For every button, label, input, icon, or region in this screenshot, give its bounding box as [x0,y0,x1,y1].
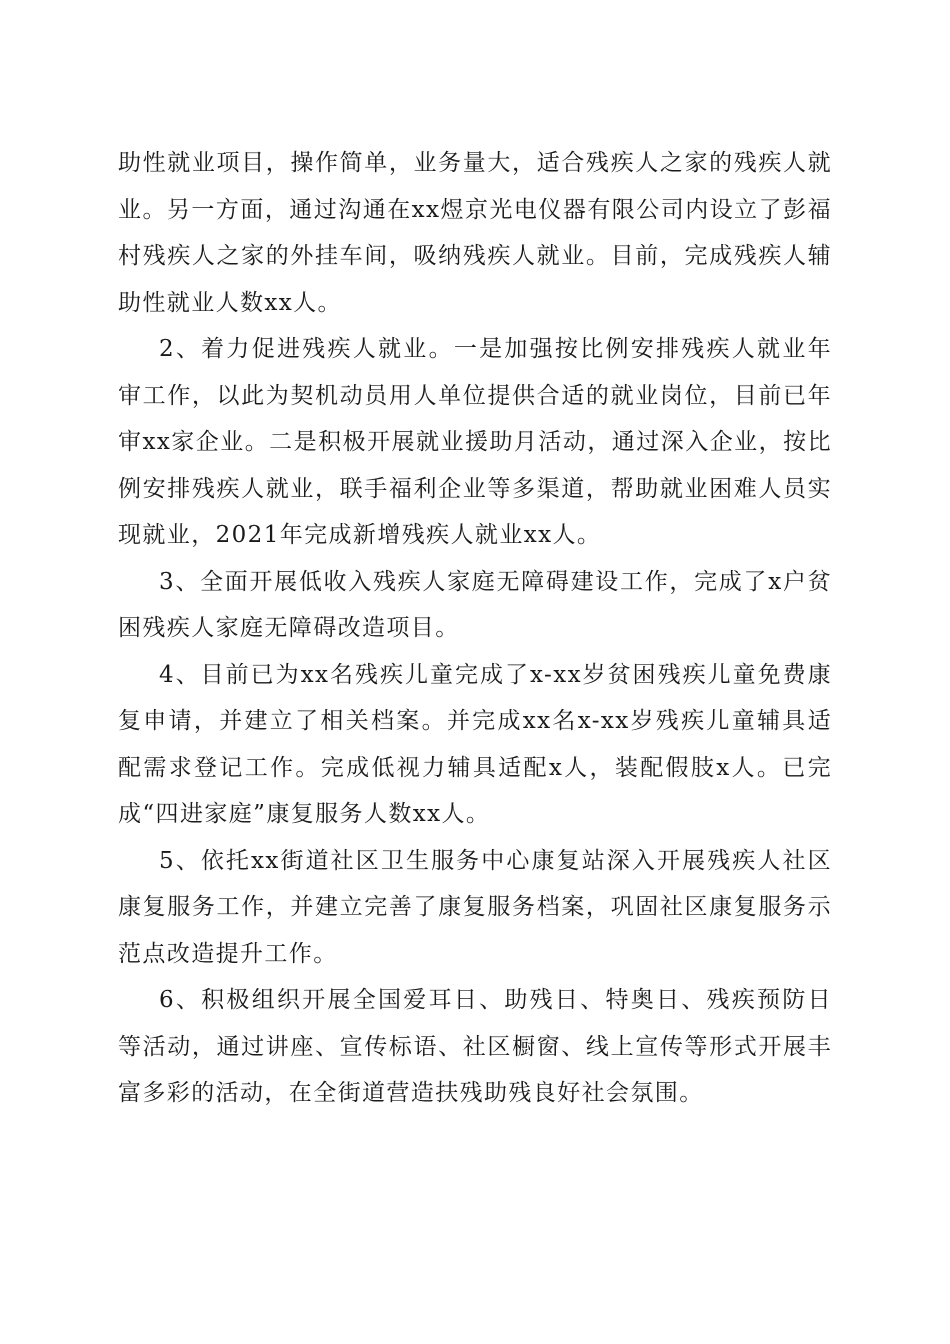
paragraph-1: 助性就业项目，操作简单，业务量大，适合残疾人之家的残疾人就业。另一方面，通过沟通在xx煜京光电仪器有限公司内设立了彭福村残疾人之家的外挂车间，吸纳残疾人就业。目前，完成残疾人辅助性就业人数xx人。 [118,150,832,316]
paragraph-6: 6、积极组织开展全国爱耳日、助残日、特奥日、残疾预防日等活动，通过讲座、宣传标语、社区橱窗、线上宣传等形式开展丰富多彩的活动，在全街道营造扶残助残良好社会氛围。 [118,987,832,1106]
paragraph-4: 4、目前已为xx名残疾儿童完成了x-xx岁贫困残疾儿童免费康复申请，并建立了相关档案。并完成xx名x-xx岁残疾儿童辅具适配需求登记工作。完成低视力辅具适配x人，装配假肢x人。已完成“四进家庭”康复服务人数xx人。 [118,661,832,827]
document-body [118,140,832,1117]
paragraph-3: 3、全面开展低收入残疾人家庭无障碍建设工作，完成了x户贫困残疾人家庭无障碍改造项目。 [118,568,832,641]
paragraph-5: 5、依托xx街道社区卫生服务中心康复站深入开展残疾人社区康复服务工作，并建立完善了康复服务档案，巩固社区康复服务示范点改造提升工作。 [118,847,832,967]
paragraph-2: 2、着力促进残疾人就业。一是加强按比例安排残疾人就业年审工作，以此为契机动员用人单位提供合适的就业岗位，目前已年审xx家企业。二是积极开展就业援助月活动，通过深入企业，按比例安排残疾人就业，联手福利企业等多渠道，帮助就业困难人员实现就业，2021年完成新增残疾人就业xx人。 [118,336,832,548]
